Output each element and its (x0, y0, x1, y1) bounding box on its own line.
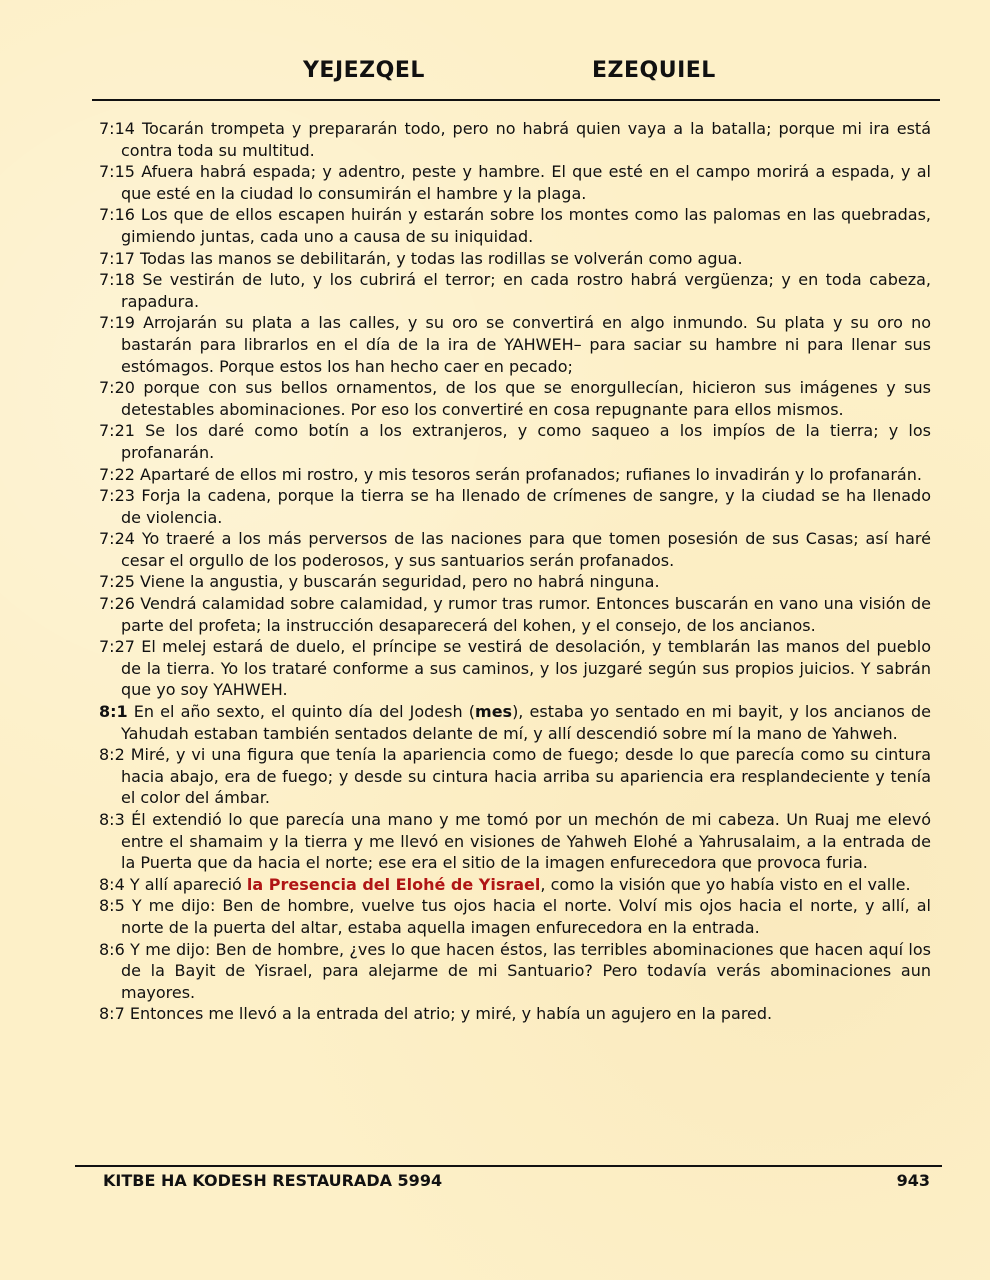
verse-ref: 7:24 (99, 529, 135, 549)
highlighted-phrase: la Presencia del Elohé de Yisrael (246, 874, 541, 894)
verse-text: Vendrá calamidad sobre calamidad, y rumor tras rumor. Entonces buscarán en vano una visión de parte del profeta; la instrucción desaparecerá del kohen, y el consejo, de los ancianos. (121, 594, 931, 635)
verse-ref: 7:18 (99, 270, 135, 290)
verse-text: Afuera habrá espada; y adentro, peste y hambre. El que esté en el campo morirá a espada, y al que esté en la ciudad lo consumirán el hambre y la plaga. (121, 162, 931, 203)
verse-ref: 8:2 (99, 745, 125, 765)
verse-text: Él extendió lo que parecía una mano y me tomó por un mechón de mi cabeza. Un Ruaj me elevó entre el shamaim y la tierra y me llevó en visiones de Yahweh Elohé a Yahrusalaim, a la entrada de la Puerta que da hacia el norte; ese era el sitio de la imagen enfurecedora que provoca furia. (121, 810, 931, 873)
verse (99, 809, 931, 874)
verse-text: Se vestirán de luto, y los cubrirá el terror; en cada rostro habrá vergüenza; y en toda cabeza, rapadura. (121, 270, 931, 311)
verse-text: Entonces me llevó a la entrada del atrio; y miré, y había un agujero en la pared. (129, 1004, 773, 1024)
verse (99, 593, 931, 636)
verse-ref: 7:14 (99, 119, 135, 138)
verse-text: El melej estará de duelo, el príncipe se vestirá de desolación, y temblarán las manos del pueblo de la tierra. Yo los trataré conforme a sus caminos, y los juzgaré según sus propios juicios. Y sabrán que yo soy YAHWEH. (121, 637, 931, 700)
verse-text: Y me dijo: Ben de hombre, ¿ves lo que hacen éstos, las terribles abominaciones que hacen aquí los de la Bayit de Yisrael, para alejarme de mi Santuario? Pero todavía verás abominaciones aun mayores. (121, 939, 932, 1002)
verse-ref: 7:16 (99, 205, 135, 225)
verse-text: Viene la angustia, y buscarán seguridad, pero no habrá ninguna. (140, 572, 660, 592)
verse (99, 248, 931, 270)
verse-text: Tocarán trompeta y prepararán todo, pero no habrá quien vaya a la batalla; porque mi ira está contra toda su multitud. (121, 119, 931, 160)
verse (99, 1003, 931, 1025)
verse (99, 895, 931, 938)
verse-text: Forja la cadena, porque la tierra se ha llenado de crímenes de sangre, y la ciudad se ha llenado de violencia. (121, 486, 932, 527)
header-spanish-book-name: EZEQUIEL (592, 58, 716, 83)
chapter-verse-ref: 8:1 (99, 702, 128, 722)
verse-text: ), estaba yo sentado en mi bayit, y los ancianos de Yahudah estaban también sentados delante de mí, y allí descendió sobre mí la mano de Yahweh. (121, 702, 931, 743)
verse (99, 312, 931, 377)
verse-ref: 8:7 (99, 1004, 125, 1024)
verse-text: porque con sus bellos ornamentos, de los que se enorgullecían, hicieron sus imágenes y sus detestables abominaciones. Por eso los convertiré en cosa repugnante para ellos mismos. (121, 378, 931, 419)
verse-text: Apartaré de ellos mi rostro, y mis tesoros serán profanados; rufianes lo invadirán y lo profanarán. (140, 464, 922, 484)
running-header (0, 58, 990, 90)
verse (99, 420, 931, 463)
verse-ref: 7:17 (99, 248, 135, 268)
verse-text: Los que de ellos escapen huirán y estarán sobre los montes como las palomas en las quebradas, gimiendo juntas, cada uno a causa de su iniquidad. (121, 205, 932, 246)
verse-ref: 7:22 (99, 464, 135, 484)
verse (99, 744, 931, 809)
verse-text: Y allí apareció (129, 874, 247, 894)
verse (99, 377, 931, 420)
verse-ref: 8:3 (99, 810, 125, 829)
verse-ref: 7:19 (99, 313, 135, 333)
verse (99, 874, 931, 896)
verse-text: Miré, y vi una figura que tenía la apariencia como de fuego; desde lo que parecía como su cintura hacia abajo, era de fuego; y desde su cintura hacia arriba su apariencia era resplandeciente y tenía el color del ámbar. (121, 745, 932, 808)
verse-ref: 8:5 (99, 896, 125, 916)
verse-chapter-start (99, 701, 931, 744)
verse-ref: 7:27 (99, 637, 135, 657)
page-number: 943 (896, 1171, 930, 1190)
header-rule (92, 99, 940, 101)
verse-text: Y me dijo: Ben de hombre, vuelve tus ojos hacia el norte. Volví mis ojos hacia el norte, y allí, al norte de la puerta del altar, estaba aquella imagen enfurecedora en la entrada. (121, 896, 931, 937)
verse-ref: 7:21 (99, 421, 135, 441)
verse-ref: 8:6 (99, 939, 125, 959)
footer-book-title: KITBE HA KODESH RESTAURADA 5994 (103, 1171, 443, 1190)
footer-rule (75, 1165, 942, 1167)
verse-text: Arrojarán su plata a las calles, y su oro se convertirá en algo inmundo. Su plata y su oro no bastarán para librarlos en el día de la ira de YAHWEH– para saciar su hambre ni para llenar sus estómagos. Porque estos los han hecho caer en pecado; (121, 313, 931, 376)
verse-ref: 7:15 (99, 162, 135, 182)
verse (99, 204, 931, 247)
verse-text: En el año sexto, el quinto día del Jodesh ( (133, 702, 476, 722)
running-footer (0, 1171, 990, 1195)
verse-ref: 7:20 (99, 378, 135, 398)
scripture-text (99, 118, 931, 1025)
verse (99, 939, 931, 1004)
verse (99, 161, 931, 204)
verse-ref: 8:4 (99, 874, 125, 894)
verse-emphasis: mes (475, 702, 513, 722)
verse-ref: 7:25 (99, 572, 135, 592)
header-hebrew-book-name: YEJEZQEL (303, 58, 425, 83)
verse-text: Todas las manos se debilitarán, y todas las rodillas se volverán como agua. (140, 248, 743, 268)
verse-ref: 7:26 (99, 594, 135, 614)
verse (99, 636, 931, 701)
verse (99, 464, 931, 486)
verse-text: Yo traeré a los más perversos de las naciones para que tomen posesión de sus Casas; así haré cesar el orgullo de los poderosos, y sus santuarios serán profanados. (121, 529, 931, 570)
verse (99, 571, 931, 593)
verse (99, 485, 931, 528)
verse (99, 118, 931, 161)
verse (99, 269, 931, 312)
verse-text: , como la visión que yo había visto en el valle. (540, 874, 911, 894)
verse-text: Se los daré como botín a los extranjeros, y como saqueo a los impíos de la tierra; y los profanarán. (121, 421, 931, 462)
verse (99, 528, 931, 571)
verse-ref: 7:23 (99, 486, 135, 506)
